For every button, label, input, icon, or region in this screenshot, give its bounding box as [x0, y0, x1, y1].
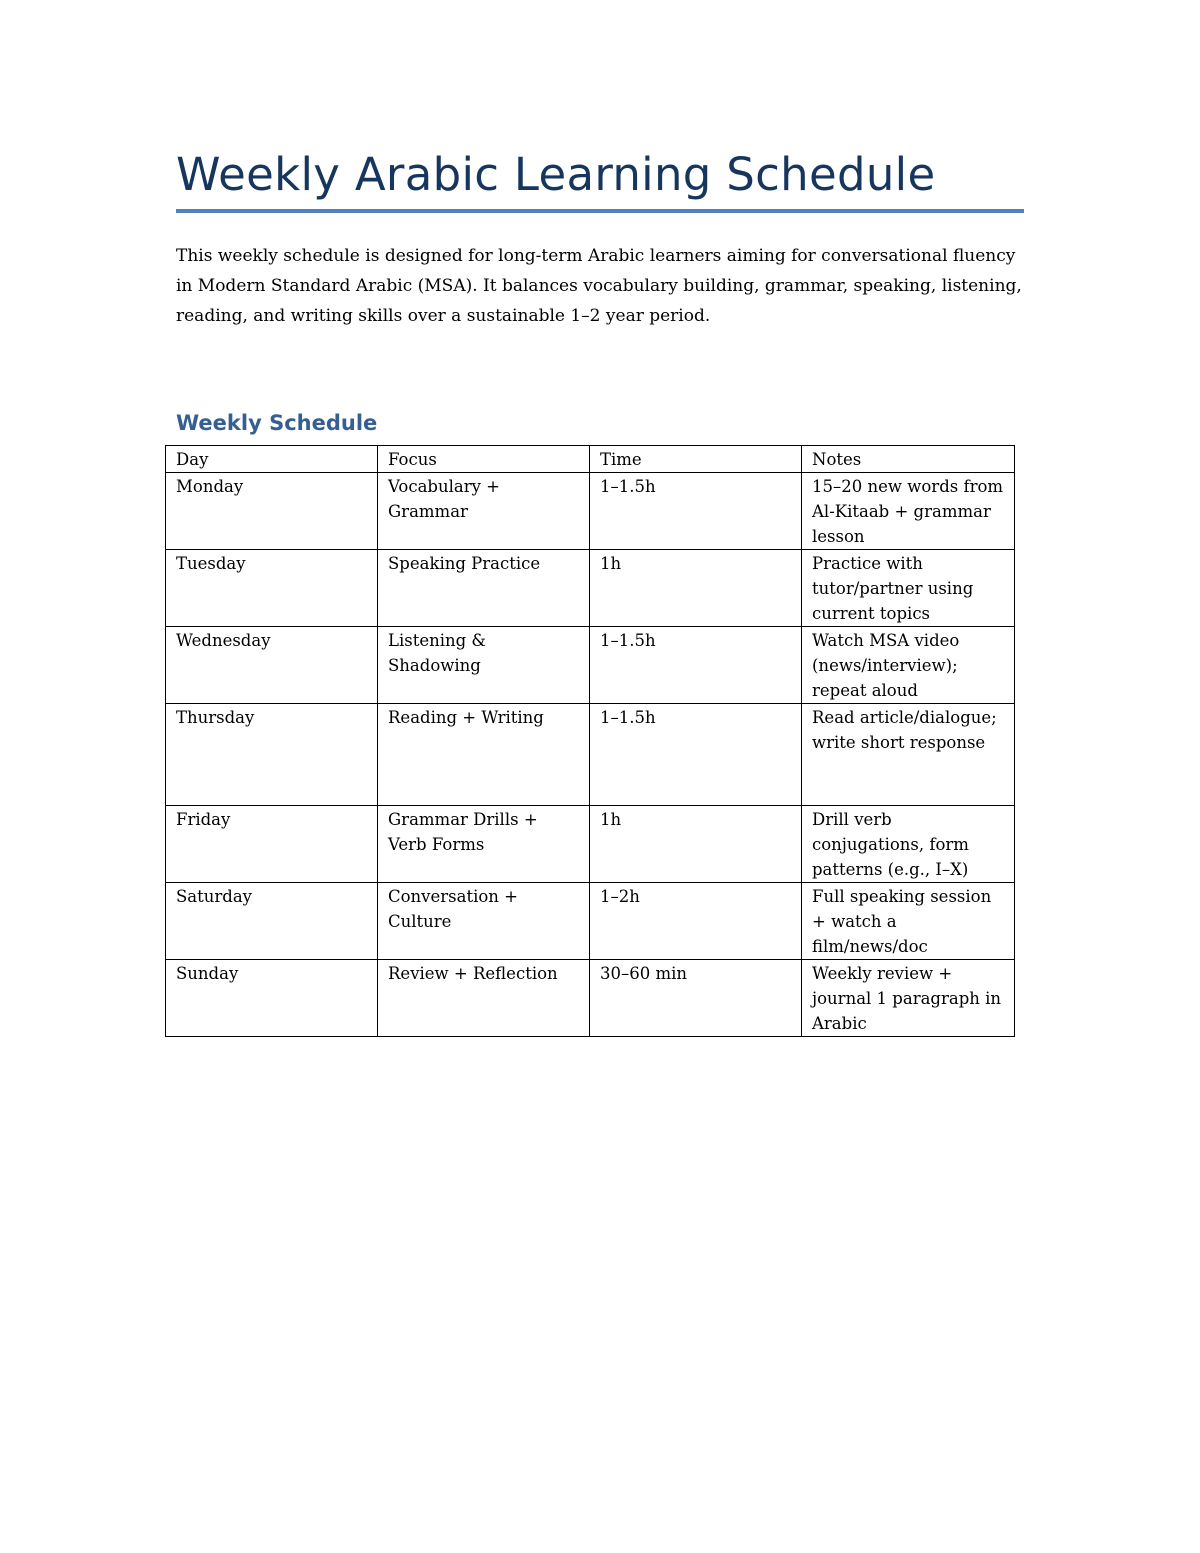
cell-day: Monday — [166, 473, 378, 550]
intro-paragraph: This weekly schedule is designed for long-term Arabic learners aiming for conversational fluency in Modern Standard Arabic (MSA). It balances vocabulary building, grammar, speaking, listening, reading, and writing skills over a sustainable 1–2 year period. — [176, 246, 1022, 326]
table-row — [166, 960, 1015, 1037]
table-row — [166, 704, 1015, 806]
cell-day: Tuesday — [166, 550, 378, 627]
cell-day: Wednesday — [166, 627, 378, 704]
cell-focus: Speaking Practice — [378, 550, 590, 627]
page-title: Weekly Arabic Learning Schedule — [176, 148, 936, 201]
cell-notes: Practice with tutor/partner using current topics — [802, 550, 1015, 627]
cell-notes: 15–20 new words from Al-Kitaab + grammar lesson — [802, 473, 1015, 550]
title-underline — [176, 209, 1024, 213]
cell-focus: Conversation + Culture — [378, 883, 590, 960]
header-day: Day — [166, 446, 378, 473]
cell-time: 30–60 min — [590, 960, 802, 1037]
cell-time: 1–2h — [590, 883, 802, 960]
cell-focus: Grammar Drills + Verb Forms — [378, 806, 590, 883]
cell-time: 1–1.5h — [590, 627, 802, 704]
table-row — [166, 473, 1015, 550]
header-time: Time — [590, 446, 802, 473]
cell-time: 1–1.5h — [590, 473, 802, 550]
table-row — [166, 627, 1015, 704]
cell-notes: Drill verb conjugations, form patterns (e.g., I–X) — [802, 806, 1015, 883]
cell-time: 1h — [590, 550, 802, 627]
cell-day: Thursday — [166, 704, 378, 806]
cell-notes: Watch MSA video (news/interview); repeat aloud — [802, 627, 1015, 704]
section-heading: Weekly Schedule — [176, 411, 378, 435]
cell-day: Sunday — [166, 960, 378, 1037]
header-notes: Notes — [802, 446, 1015, 473]
schedule-table — [165, 445, 1015, 1037]
table-row — [166, 806, 1015, 883]
cell-time: 1–1.5h — [590, 704, 802, 806]
cell-focus: Listening & Shadowing — [378, 627, 590, 704]
header-focus: Focus — [378, 446, 590, 473]
cell-focus: Review + Reflection — [378, 960, 590, 1037]
cell-notes: Read article/dialogue; write short response — [802, 704, 1015, 806]
cell-time: 1h — [590, 806, 802, 883]
cell-day: Saturday — [166, 883, 378, 960]
cell-notes: Full speaking session + watch a film/news/doc — [802, 883, 1015, 960]
cell-day: Friday — [166, 806, 378, 883]
cell-focus: Vocabulary + Grammar — [378, 473, 590, 550]
table-row — [166, 550, 1015, 627]
cell-notes: Weekly review + journal 1 paragraph in Arabic — [802, 960, 1015, 1037]
table-row — [166, 883, 1015, 960]
cell-focus: Reading + Writing — [378, 704, 590, 806]
table-header-row — [166, 446, 1015, 473]
